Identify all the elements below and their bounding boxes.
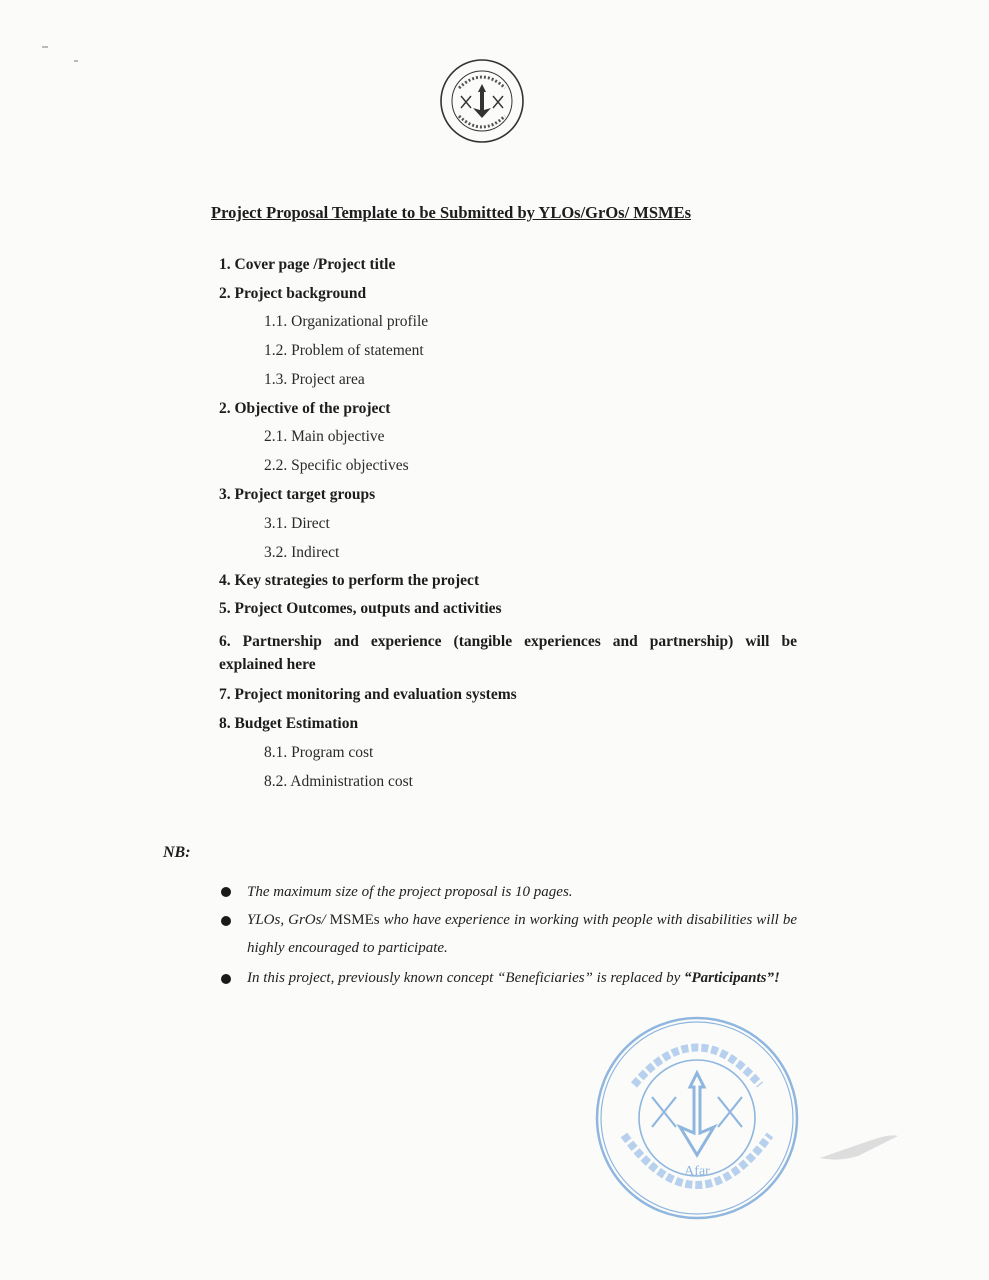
outline-subitem: 1.3. Project area (264, 371, 365, 388)
scan-speck (42, 46, 48, 48)
bullet-icon (221, 974, 231, 984)
document-title: Project Proposal Template to be Submitted by YLOs/GrOs/ MSMEs (211, 203, 692, 222)
outline-subitem: 3.1. Direct (264, 515, 330, 532)
stamp-middle-text: Afar (684, 1164, 710, 1179)
outline-subitem: 2.2. Specific objectives (264, 457, 409, 474)
note-part: In this project, previously known concept “Beneficiaries” is replaced by (247, 970, 684, 986)
outline-subitem: 1.2. Problem of statement (264, 342, 424, 359)
outline-item-project-background: 2. Project background (219, 285, 367, 302)
outline-subitem: 8.2. Administration cost (264, 773, 413, 790)
outline-item-key-strategies: 4. Key strategies to perform the project (219, 572, 480, 589)
smudge-mark (818, 1128, 900, 1168)
bullet-icon (221, 916, 231, 926)
outline-item-partnership-continued: explained here (219, 656, 316, 673)
note-participants (247, 964, 797, 992)
note-part-bold: “Participants”! (684, 970, 780, 986)
outline-item-objective: 2. Objective of the project (219, 400, 391, 417)
outline-subitem: 2.1. Main objective (264, 428, 385, 445)
note-max-size: The maximum size of the project proposal is 10 pages. (247, 884, 573, 900)
outline-item-budget: 8. Budget Estimation (219, 715, 359, 732)
note-disabilities (247, 906, 797, 962)
bullet-icon (221, 887, 231, 897)
outline-subitem: 3.2. Indirect (264, 544, 340, 561)
note-part: MSMEs (325, 912, 380, 928)
note-part: who have experience in working with people with disabilities will be highly encouraged to participate. (247, 912, 797, 956)
outline-subitem: 8.1. Program cost (264, 744, 374, 761)
note-part: YLOs, GrOs/ (247, 912, 326, 928)
outline-item-cover-page: 1. Cover page /Project title (219, 256, 396, 273)
outline-item-target-groups: 3. Project target groups (219, 486, 376, 503)
outline-item-partnership: 6. Partnership and experience (tangible experiences and partnership) will be (219, 633, 797, 650)
outline-item-outcomes: 5. Project Outcomes, outputs and activities (219, 600, 502, 617)
outline-item-monitoring: 7. Project monitoring and evaluation systems (219, 686, 517, 703)
scan-speck (74, 60, 78, 62)
nb-label: NB: (163, 844, 191, 861)
organization-stamp (594, 1015, 800, 1221)
outline-subitem: 1.1. Organizational profile (264, 313, 429, 330)
